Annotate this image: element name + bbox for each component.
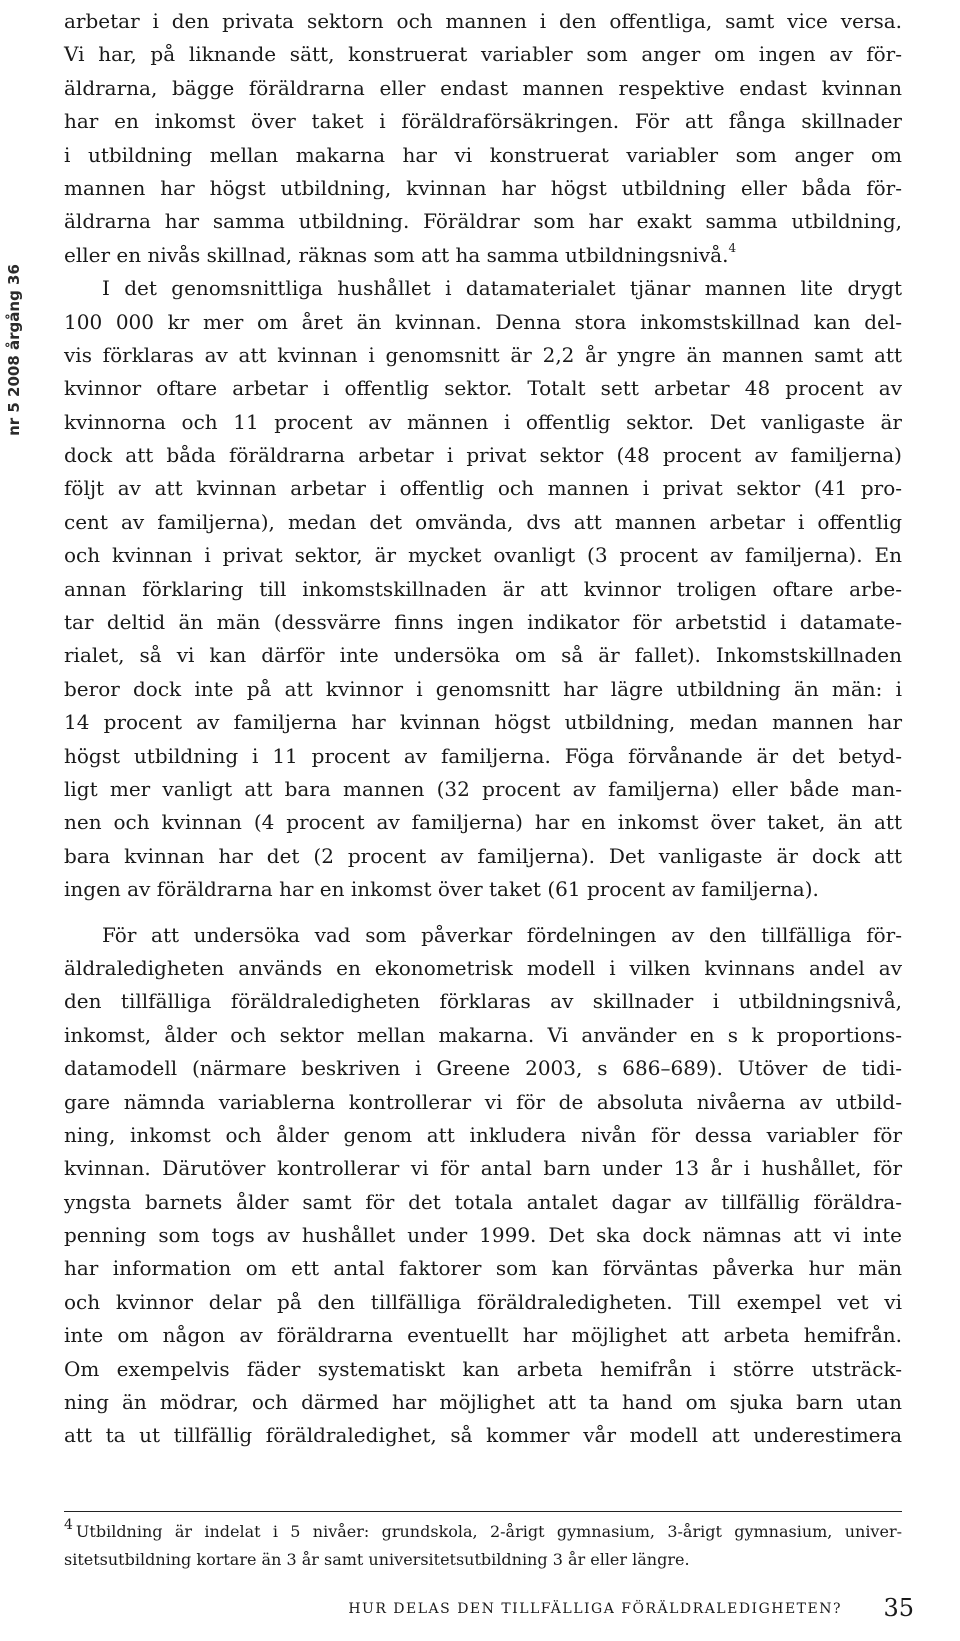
text-line: att ta ut tillfällig föräldraledighet, så kommer vår modell att underestimera bbox=[64, 1423, 902, 1448]
text-line: i utbildning mellan makarna har vi konstruerat variabler som anger om bbox=[64, 142, 902, 167]
text-line: 14 procent av familjerna har kvinnan högst utbildning, medan mannen har bbox=[64, 710, 902, 735]
text-line: datamodell (närmare beskriven i Greene 2003, s 686–689). Utöver de tidi- bbox=[64, 1056, 902, 1081]
text-line: följt av att kvinnan arbetar i offentlig och mannen i privat sektor (41 pro- bbox=[64, 476, 902, 501]
text-line: inte om någon av föräldrarna eventuellt har möjlighet att arbeta hemifrån. bbox=[64, 1323, 902, 1348]
running-head: HUR DELAS DEN TILLFÄLLIGA FÖRÄLDRALEDIGHETEN? bbox=[348, 1601, 842, 1617]
text-line: ingen av föräldrarna har en inkomst över taket (61 procent av familjerna). bbox=[64, 877, 819, 902]
paragraph-3 bbox=[64, 919, 902, 1453]
footnote-line bbox=[64, 1518, 902, 1546]
footnote-marker: 4 bbox=[64, 1516, 73, 1533]
text-line: Vi har, på liknande sätt, konstruerat variabler som anger om ingen av för- bbox=[64, 42, 902, 67]
text-line: annan förklaring till inkomstskillnaden är att kvinnor troligen oftare arbe- bbox=[64, 576, 902, 601]
text-line: Om exempelvis fäder systematiskt kan arbeta hemifrån i större utsträck- bbox=[64, 1356, 902, 1381]
text-line: 100 000 kr mer om året än kvinnan. Denna stora inkomstskillnad kan del- bbox=[64, 309, 902, 334]
journal-issue-text: nr 5 2008 årgång 36 bbox=[5, 264, 23, 436]
text-line-with-footnote bbox=[64, 239, 902, 272]
text-line: äldraledigheten används en ekonometrisk modell i vilken kvinnans andel av bbox=[64, 955, 902, 980]
footnote bbox=[64, 1518, 902, 1574]
text-line: ning, inkomst och ålder genom att inkludera nivån för dessa variabler för bbox=[64, 1122, 902, 1147]
footnote-line: sitetsutbildning kortare än 3 år samt universitetsutbildning 3 år eller längre. bbox=[64, 1550, 690, 1569]
footnote-divider bbox=[64, 1511, 902, 1512]
text-line: gare nämnda variablerna kontrollerar vi för de absoluta nivåerna av utbild- bbox=[64, 1089, 902, 1114]
article-body bbox=[64, 5, 902, 1453]
page-number: 35 bbox=[883, 1594, 914, 1622]
text-line: eller en nivås skillnad, räknas som att ha samma utbildningsnivå. bbox=[64, 242, 729, 267]
text-line: I det genomsnittliga hushållet i datamaterialet tjänar mannen lite drygt bbox=[102, 276, 902, 301]
text-line: inkomst, ålder och sektor mellan makarna. Vi använder en s k proportions- bbox=[64, 1022, 902, 1047]
text-line: och kvinnan i privat sektor, är mycket ovanligt (3 procent av familjerna). En bbox=[64, 543, 902, 568]
text-line: För att undersöka vad som påverkar fördelningen av den tillfälliga för- bbox=[102, 922, 902, 947]
text-line: vis förklaras av att kvinnan i genomsnitt är 2,2 år yngre än mannen samt att bbox=[64, 342, 902, 367]
text-line: arbetar i den privata sektorn och mannen i den offentliga, samt vice versa. bbox=[64, 9, 902, 33]
text-line: har en inkomst över taket i föräldraförsäkringen. För att fånga skillnader bbox=[64, 109, 902, 134]
text-line: penning som togs av hushållet under 1999. Det ska dock nämnas att vi inte bbox=[64, 1223, 902, 1248]
paragraph-1 bbox=[64, 5, 902, 272]
text-line: kvinnor oftare arbetar i offentlig sektor. Totalt sett arbetar 48 procent av bbox=[64, 376, 902, 401]
text-line: yngsta barnets ålder samt för det totala antalet dagar av tillfällig föräldra- bbox=[64, 1189, 902, 1214]
text-line: tar deltid än män (dessvärre finns ingen indikator för arbetstid i datamate- bbox=[64, 610, 902, 635]
text-line: och kvinnor delar på den tillfälliga föräldraledigheten. Till exempel vet vi bbox=[64, 1289, 902, 1314]
text-line: mannen har högst utbildning, kvinnan har högst utbildning eller båda för- bbox=[64, 175, 902, 200]
text-line: cent av familjerna), medan det omvända, dvs att mannen arbetar i offentlig bbox=[64, 509, 902, 534]
text-line: bara kvinnan har det (2 procent av familjerna). Det vanligaste är dock att bbox=[64, 843, 902, 868]
text-line: rialet, så vi kan därför inte undersöka om så är fallet). Inkomstskillnaden bbox=[64, 643, 902, 668]
text-line: beror dock inte på att kvinnor i genomsnitt har lägre utbildning än män: i bbox=[64, 676, 902, 701]
text-line: kvinnorna och 11 procent av männen i offentlig sektor. Det vanligaste är bbox=[64, 409, 902, 434]
paragraph-2 bbox=[64, 272, 902, 906]
text-line: ning än mödrar, och därmed har möjlighet att ta hand om sjuka barn utan bbox=[64, 1390, 902, 1415]
paragraph-gap bbox=[64, 907, 902, 919]
text-line: nen och kvinnan (4 procent av familjerna) har en inkomst över taket, än att bbox=[64, 810, 902, 835]
text-line: äldrarna, bägge föräldrarna eller endast mannen respektive endast kvinnan bbox=[64, 75, 902, 100]
footnote-text: Utbildning är indelat i 5 nivåer: grundskola, 2-årigt gymnasium, 3-årigt gymnasium, univer- bbox=[75, 1522, 902, 1541]
footnote-reference: 4 bbox=[728, 241, 737, 256]
journal-issue-label bbox=[0, 200, 28, 500]
text-line: den tillfälliga föräldraledigheten förklaras av skillnader i utbildningsnivå, bbox=[64, 989, 902, 1014]
text-line: högst utbildning i 11 procent av familjerna. Föga förvånande är det betyd- bbox=[64, 743, 902, 768]
text-line: äldrarna har samma utbildning. Föräldrar som har exakt samma utbildning, bbox=[64, 209, 902, 234]
text-line: ligt mer vanligt att bara mannen (32 procent av familjerna) eller både man- bbox=[64, 776, 902, 801]
text-line: har information om ett antal faktorer som kan förväntas påverka hur män bbox=[64, 1256, 902, 1281]
text-line: kvinnan. Därutöver kontrollerar vi för antal barn under 13 år i hushållet, för bbox=[64, 1156, 902, 1181]
text-line: dock att båda föräldrarna arbetar i privat sektor (48 procent av familjerna) bbox=[64, 443, 902, 468]
